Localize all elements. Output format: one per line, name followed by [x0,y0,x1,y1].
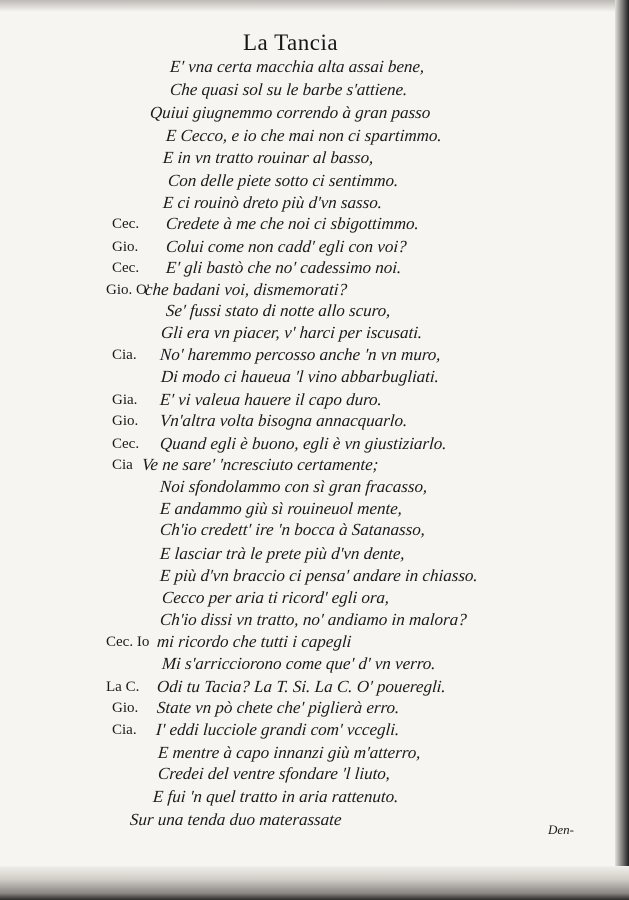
page-right-edge [615,0,629,900]
catchword: Den- [548,822,574,837]
speaker-label: Cia. [112,722,137,738]
verse-line: E fui 'n quel tratto in aria rattenuto. [152,787,400,806]
speaker-label: Gio. O' [106,282,150,298]
verse-line: E più d'vn braccio ci pensa' andare in chiasso. [159,566,479,585]
verse-line: Odi tu Tacia? La T. Si. La C. O' poueregli. [156,677,447,696]
verse-line: Con delle piete sotto ci sentimmo. [167,171,400,190]
verse-line: che badani voi, dismemorati? [144,280,348,299]
verse-line: E' vi valeua hauere il capo duro. [159,390,383,409]
verse-line: Quand egli è buono, egli è vn giustiziarlo. [159,434,448,453]
speaker-label: La C. [106,679,140,695]
verse-line: Ch'io credett' ire 'n bocca à Satanasso, [159,520,426,539]
speaker-label: Gio. [112,239,139,255]
page-bottom-edge [0,866,629,900]
verse-line: E Cecco, e io che mai non ci spartimmo. [165,126,443,145]
speaker-label: Cec. Io [106,634,150,650]
verse-line: Sur una tenda duo materassate [129,810,343,829]
verse-line: Colui come non cadd' egli con voi? [165,237,408,256]
verse-line: E andammo giù sì rouineuol mente, [159,499,403,518]
verse-line: Se' fussi stato di notte allo scuro, [165,301,392,320]
page-top-shadow [0,0,629,12]
speaker-label: Cec. [112,260,140,276]
speaker-label: Gia. [112,392,138,408]
verse-line: E lasciar trà le prete più d'vn dente, [159,544,406,563]
verse-line: E ci rouinò dreto più d'vn sasso. [162,193,383,212]
speaker-label: Cia [112,457,133,473]
verse-line: Che quasi sol su le barbe s'attiene. [169,80,409,99]
speaker-label: Cec. [112,216,140,232]
verse-line: State vn pò chete che' piglierà erro. [156,698,401,717]
verse-line: Credei del ventre sfondare 'l liuto, [157,764,391,783]
verse-line: I' eddi lucciole grandi com' vccegli. [155,720,400,739]
verse-line: E' gli bastò che no' cadessimo noi. [165,258,403,277]
verse-line: Mi s'arricciorono come que' d' vn verro. [161,654,437,673]
verse-line: E in vn tratto rouinar al basso, [162,148,375,167]
verse-line: Ve ne sare' 'ncresciuto certamente; [141,455,380,474]
verse-line: Di modo ci haueua 'l vino abbarbugliati. [160,367,440,386]
running-title: La Tancia [243,30,339,55]
verse-line: Cecco per aria ti ricord' egli ora, [161,588,390,607]
verse-line: Quiui giugnemmo correndo à gran passo [149,103,432,122]
verse-line: Gli era vn piacer, v' harci per iscusati. [160,323,423,342]
verse-line: Noi sfondolammo con sì gran fracasso, [159,477,428,496]
verse-line: Vn'altra volta bisogna annacquarlo. [159,411,408,430]
verse-line: E' vna certa macchia alta assai bene, [169,57,426,76]
verse-line: E mentre à capo innanzi giù m'atterro, [157,743,422,762]
speaker-label: Cec. [112,436,140,452]
verse-line: mi ricordo che tutti i capegli [156,632,353,651]
speaker-label: Gio. [112,413,139,429]
verse-line: Credete à me che noi ci sbigottimmo. [165,214,420,233]
speaker-label: Cia. [112,347,137,363]
speaker-label: Gio. [112,700,139,716]
verse-line: No' haremmo percosso anche 'n vn muro, [159,345,442,364]
verse-line: Ch'io dissi vn tratto, no' andiamo in malora? [159,610,468,629]
